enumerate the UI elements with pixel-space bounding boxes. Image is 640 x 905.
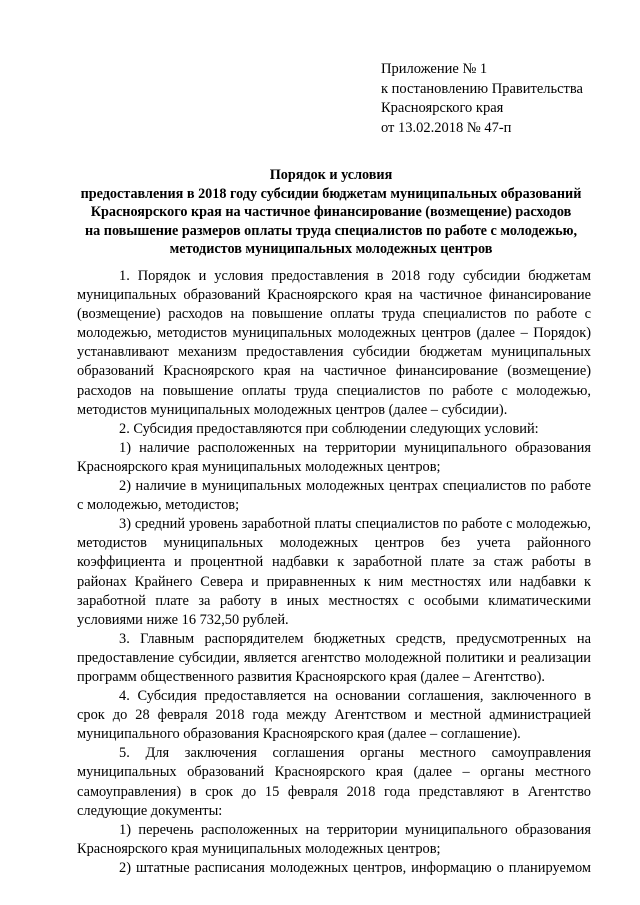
appendix-resolution: к постановлению Правительства	[381, 80, 583, 97]
title-line: предоставления в 2018 году субсидии бюджетам муниципальных образований	[80, 185, 582, 202]
paragraph-5: 5. Для заключения соглашения органы местного самоуправления муниципальных образований Красноярского края (далее – органы местного самоуправления) в срок до 15 февраля 2018 года представляют в Агентство следующие документы:	[77, 745, 591, 819]
document-title	[70, 166, 592, 259]
title-line: Красноярского края на частичное финансирование (возмещение) расходов	[90, 204, 572, 221]
paragraph-1: 1. Порядок и условия предоставления в 2018 году субсидии бюджетам муниципальных образований Красноярского края на частичное финансирование (возмещение) расходов на повышение оплаты труда специалистов по работе с молодежью, методистов муниципальных молодежных центров (далее – Порядок) устанавливают механизм предоставления субсидии бюджетам муниципальных образований Красноярского края на частичное финансирование (возмещение) расходов на повышение оплаты труда специалистов по работе с молодежью, методистов муниципальных молодежных центров (далее – субсидии).	[77, 268, 591, 418]
condition-2: 2) наличие в муниципальных молодежных центрах специалистов по работе с молодежью, методистов;	[77, 478, 591, 514]
document-2: 2) штатные расписания молодежных центров, информацию о планируемом	[119, 859, 591, 876]
appendix-number: Приложение № 1	[381, 61, 488, 77]
title-line: методистов муниципальных молодежных центров	[169, 241, 493, 258]
appendix-header	[381, 60, 583, 138]
paragraph-3: 3. Главным распорядителем бюджетных средств, предусмотренных на предоставление субсидии, является агентство молодежной политики и реализации программ общественного развития Красноярского края (далее – Агентство).	[77, 630, 591, 685]
document-1: 1) перечень расположенных на территории муниципального образования Красноярского края муниципальных молодежных центров;	[77, 821, 591, 857]
title-line: на повышение размеров оплаты труда специалистов по работе с молодежью,	[84, 222, 578, 239]
appendix-date: от 13.02.2018 № 47-п	[381, 119, 512, 136]
condition-1: 1) наличие расположенных на территории муниципального образования Красноярского края муниципальных молодежных центров;	[77, 439, 591, 475]
document-body	[77, 267, 591, 878]
appendix-region: Красноярского края	[381, 100, 504, 116]
paragraph-2: 2. Субсидия предоставляются при соблюдении следующих условий:	[119, 420, 539, 437]
title-line: Порядок и условия	[269, 167, 393, 183]
paragraph-4: 4. Субсидия предоставляется на основании соглашения, заключенного в срок до 28 февраля 2018 года между Агентством и местной администрацией муниципального образования Красноярского края (далее – соглашение).	[77, 688, 591, 743]
condition-3: 3) средний уровень заработной платы специалистов по работе с молодежью, методистов муниципальных молодежных центров без учета районного коэффициента и процентной надбавки к заработной плате за стаж работы в районах Крайнего Севера и приравненных к ним местностях или надбавки к заработной плате за работу в иных местностях с особыми климатическими условиями ниже 16 732,50 рублей.	[77, 516, 591, 628]
